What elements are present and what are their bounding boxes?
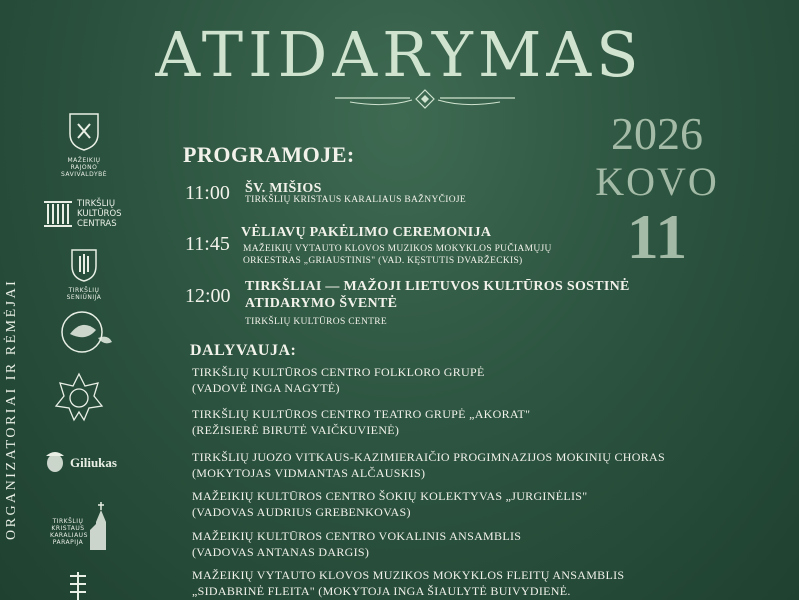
participant-name: TIRKŠLIŲ KULTŪROS CENTRO TEATRO GRUPĖ „AKORAT" [192,407,531,421]
participant-name: TIRKŠLIŲ JUOZO VITKAUS-KAZIMIERAIČIO PROGIMNAZIJOS MOKINIŲ CHORAS [192,450,665,464]
program-name: ATIDARYMO ŠVENTĖ [245,296,398,311]
star-emblem-logo [54,372,104,422]
program-sub: ORKESTRAS „GRIAUSTINIS" (VAD. KĘSTUTIS DVARŽECKIS) [243,256,523,266]
list-item [192,364,485,396]
eldership-logo [64,248,104,301]
logo-caption: Giliukas [70,455,117,470]
church-icon [86,502,116,552]
giliukas-logo [42,446,132,476]
program-sub: TIRKŠLIŲ KULTŪROS CENTRE [245,317,387,327]
participant-leader: (VADOVAS ANTANAS DARGIS) [192,545,370,559]
date-day: 11 [626,201,688,272]
acorn-icon [42,446,68,474]
program-heading: PROGRAMOJE: [183,142,355,167]
participant-leader: (VADOVAS AUDRIUS GREBENKOVAS) [192,505,411,519]
participant-leader: (VADOVĖ INGA NAGYTĖ) [192,381,340,395]
participant-name: MAŽEIKIŲ KULTŪROS CENTRO VOKALINIS ANSAMBLIS [192,529,522,543]
municipality-logo [56,112,112,178]
program-sub: MAŽEIKIŲ VYTAUTO KLOVOS MUZIKOS MOKYKLOS PUČIAMŲJŲ [243,244,552,254]
parish-logo [50,502,120,554]
participant-leader: „SIDABRINĖ FLEITA" (MOKYTOJA INGA ŠIAULYTĖ BUIVYDIENĖ. [192,584,571,598]
participant-name: MAŽEIKIŲ VYTAUTO KLOVOS MUZIKOS MOKYKLOS FLEITŲ ANSAMBLIS [192,568,625,582]
program-time: 11:00 [185,182,230,204]
program-name: VĖLIAVŲ PAKĖLIMO CEREMONIJA [241,225,492,240]
participant-name: TIRKŠLIŲ KULTŪROS CENTRO FOLKLORO GRUPĖ [192,365,485,379]
program-sub: TIRKŠLIŲ KRISTAUS KARALIAUS BAŽNYČIOJE [245,195,466,205]
columns-icon [42,198,74,228]
shield-icon [64,248,104,282]
title-ornament [330,88,520,114]
logo-caption: TIRKŠLIŲ SENIŪNIJA [66,287,102,301]
participants-heading: DALYVAUJA: [190,342,297,359]
list-item [192,488,587,520]
ornament-logo [66,572,90,600]
sidebar-label: ORGANIZATORIAI IR RĖMĖJAI [4,278,19,540]
list-item [192,567,624,599]
date-month: KOVO [595,159,719,204]
logo-caption: TIRKŠLIŲ KRISTAUS KARALIAUS PARAPIJA [50,518,88,546]
participant-leader: (MOKYTOJAS VIDMANTAS ALČAUSKIS) [192,466,426,480]
coat-of-arms-icon [56,112,112,152]
date-year: 2026 [611,108,703,159]
program-name: TIRKŠLIAI — MAŽOJI LIETUVOS KULTŪROS SOSTINĖ [245,279,630,294]
event-date [592,108,722,270]
leaf-circle-logo [52,308,116,356]
participant-name: MAŽEIKIŲ KULTŪROS CENTRO ŠOKIŲ KOLEKTYVAS „JURGINĖLIS" [192,489,588,503]
list-item [192,528,521,560]
page-title: ATIDARYMAS [155,18,644,91]
program-time: 11:45 [185,233,230,255]
list-item [192,406,530,438]
program-name: ŠV. MIŠIOS [245,181,322,196]
logo-caption: MAŽEIKIŲ RAJONO SAVIVALDYBĖ [60,157,108,178]
list-item [192,449,665,481]
program-time: 12:00 [185,285,231,307]
participant-leader: (REŽISIERĖ BIRUTĖ VAIČKUVIENĖ) [192,423,400,437]
